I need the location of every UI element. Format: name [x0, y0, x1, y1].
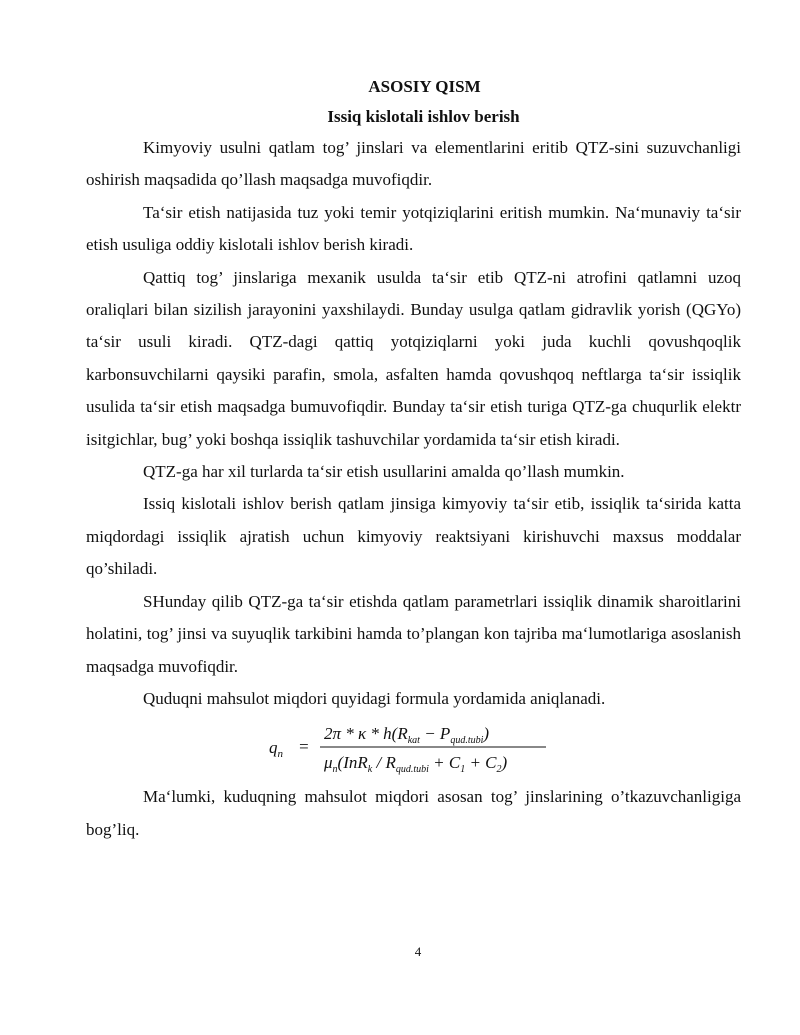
formula-lhs: $q_n$: [269, 738, 283, 761]
paragraph-5: Issiq kislotali ishlov berish qatlam jinsiga kimyoviy ta‘sir etib, issiqlik ta‘sirida katta miqdordagi issiqlik ajratish uchun kimyoviy reaktsiyani kirishuvchi maxsus moddalar qo’shiladi.: [86, 494, 741, 579]
paragraph-6: SHunday qilib QTZ-ga ta‘sir etishda qatlam parametrlari issiqlik dinamik sharoitlarini holatini, tog’ jinsi va suyuqlik tarkibini hamda to’plangan kon tajriba ma‘lumotlariga asoslanish maqsadga muvofiqdir.: [86, 591, 741, 676]
flow-rate-formula: [86, 715, 741, 781]
page-number: 4: [414, 944, 422, 959]
section-title: ASOSIY QISM: [368, 77, 481, 96]
paragraph-7: Quduqni mahsulot miqdori quyidagi formula yordamida aniqlanadi.: [143, 688, 606, 708]
paragraph-3: Qattiq tog’ jinslariga mexanik usulda ta‘sir etib QTZ-ni atrofini qatlamni uzoq oraliqlari bilan sizilish jarayonini yaxshilaydi. Bunday usulga qatlam gidravlik yorish (QGYo) ta‘sir usuli kiradi. QTZ-dagi qattiq yotqiziqlarni yoki juda kuchli qovushqoqlik karbonsuvchilarni qaysiki parafin, smola, asfalten hamda qovushqoq neftlarga ta‘sir issiqlik usulida ta‘sir etish maqsadga bumuvofiqdir. Bunday ta‘sir etish turiga QTZ-ga chuqurlik elektr isitgichlar, bug’ yoki boshqa issiqlik tashuvchilar yordamida ta‘sir etish kiradi.: [86, 267, 741, 449]
formula-denominator: $\mu_n(InR_k / R_{qud.tubi} + C_1 + C_2)$: [324, 753, 508, 776]
paragraph-1: Kimyoviy usulni qatlam tog’ jinslari va elementlarini eritib QTZ-sini suzuvchanligi oshirish maqsadida qo’llash maqsadga muvofiqdir.: [86, 138, 741, 190]
document-page: [86, 72, 741, 846]
paragraph-4: QTZ-ga har xil turlarda ta‘sir etish usullarini amalda qo’llash mumkin.: [143, 462, 625, 482]
formula-equals: =: [298, 737, 310, 757]
formula-numerator: $2\pi * \kappa * h(R_{kat} - P_{qud.tubi})$: [324, 724, 490, 747]
paragraph-2: Ta‘sir etish natijasida tuz yoki temir yotqiziqlarini eritish mumkin. Na‘munaviy ta‘sir etish usuliga oddiy kislotali ishlov berish kiradi.: [86, 202, 741, 255]
section-subtitle: Issiq kislotali ishlov berish: [327, 107, 520, 126]
closing-paragraph: Ma‘lumki, kuduqning mahsulot miqdori asosan tog’ jinslarining o’tkazuvchanligiga bog’liq.: [86, 787, 741, 839]
